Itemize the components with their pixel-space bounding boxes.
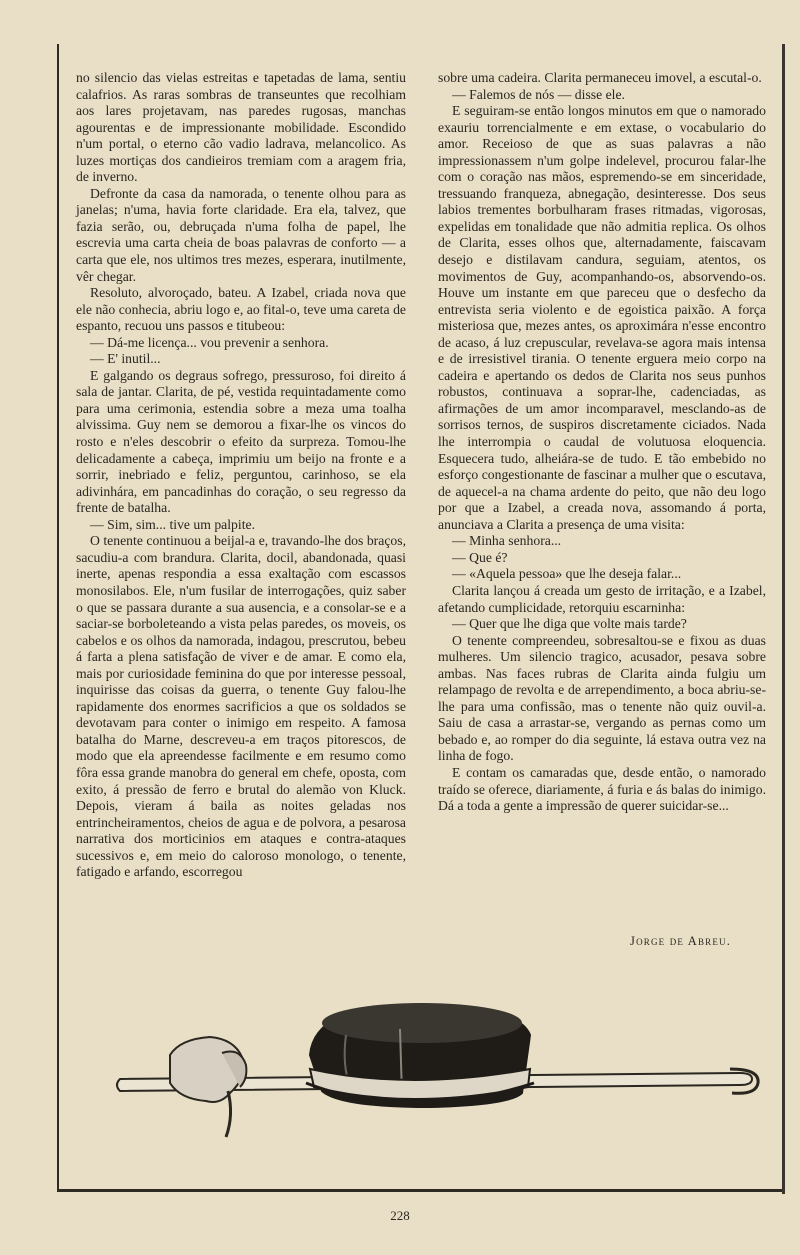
paragraph: O tenente compreendeu, sobresaltou-se e fixou as duas mulheres. Um silencio tragico, acusador, pesava sobre ambas. Nas faces rubras de Clarita ainda fulgiu um relampago de revolta e de arrependimento, a boca abriu-se-lhe para uma confissão, mas o tenente não quiz ouvil-a. Saiu de casa a arrastar-se, vergando as pernas como um bebado e, ao romper do dia seguinte, lá estava outra vez na linha de fogo. xyxy=(438,632,766,764)
author-signature: Jorge de Abreu. xyxy=(630,934,732,948)
right-column xyxy=(438,70,766,815)
paragraph: — Sim, sim... tive um palpite. xyxy=(90,516,256,532)
paragraph: E seguiram-se então longos minutos em que o namorado exauriu torrencialmente e em extase, o vocabulario do amor. Receioso de que as suas palavras a não impressionassem n'um golpe indelevel, procurou falar-lhe com o coração nas mãos, espremendo-se em sinceridade, tressuando franqueza, abnegação, desinteresse. Dos seus labios trementes borbulharam frases ritmadas, vigorosas, expelidas em tonalidade que não admitia replica. Os olhos de Clarita, esses olhos que, alternadamente, faiscavam desejo e distilavam candura, seguiam, atentos, os movimentos de Guy, acompanhando-os, absorvendo-os. Houve um instante em que pareceu que o desfecho da entrevista seria violento e de egoistica paixão. A força misteriosa que, mezes antes, os aproximára n'esse encontro de acaso, á luz crepuscular, revelava-se agora mais intensa e de irresistivel tirania. O tenente erguera meio corpo na cadeira e apertando os dedos de Clarita nos seus punhos robustos, continuava a soprar-lhe, cadenciadas, as afirmações de um amor incomparavel, mesclando-as de sorrisos ternos, de suspiros discretamente ciciados. Nada lhe interrompia o caudal de volutuosa eloquencia. Esquecera tudo, alheiára-se de tudo. E tão embebido no esforço congestionante de fascinar a mulher que o escutava, de aquecel-a na chama ardente do peito, que não deu logo por que a Izabel, a creada nova, assomando á porta, anunciava a Clarita a presença de uma visita: xyxy=(438,103,766,532)
paragraph: — «Aquela pessoa» que lhe deseja falar... xyxy=(452,566,682,582)
paragraph: E contam os camaradas que, desde então, o namorado traído se oferece, diariamente, á furia e ás balas do inimigo. Dá a toda a gente a impressão de querer suicidar-se... xyxy=(438,764,766,814)
left-column xyxy=(76,70,406,881)
paragraph: E galgando os degraus sofrego, pressuroso, foi direito á sala de jantar. Clarita, de pé, vestida requintadamente como para uma cerimonia, estendia sobre a meza uma toalha alvissima. Guy nem se demorou a fixar-lhe os vincos do rosto e n'eles descobrir o efeito da surpreza. Tomou-lhe delicadamente a cabeça, imprimiu um beijo na fronte e a sorrir, inebriado e feliz, perguntou, carinhoso, se ela adivinhára, em pancadinhas do coração, o seu regresso da frente de batalha. xyxy=(76,367,406,516)
paragraph: — Quer que lhe diga que volte mais tarde? xyxy=(452,616,687,632)
paragraph: Resoluto, alvoroçado, bateu. A Izabel, criada nova que ele não conhecia, abriu logo e, ao fital-o, teve uma careta de espanto, recuou uns passos e titubeou: xyxy=(76,285,406,334)
paragraph: — E' inutil... xyxy=(90,351,161,367)
paragraph: — Minha senhora... xyxy=(452,533,562,549)
paragraph: Clarita lançou á creada um gesto de irritação, e a Izabel, afetando cumplicidade, retorquiu escarninha: xyxy=(438,582,766,615)
paragraph: sobre uma cadeira. Clarita permaneceu imovel, a escutal-o. xyxy=(438,70,762,85)
sword-and-kepi-illustration xyxy=(110,995,760,1145)
paragraph: O tenente continuou a beijal-a e, travando-lhe dos braços, sacudiu-a com brandura. Clarita, docil, abandonada, quasi inerte, apenas respondia a essa exaltação com escassos monosilabos. Ele, n'um fusilar de interrogações, quiz saber o que se passara durante a sua ausencia, e a consolar-se e a saciar-se borboleteando a vista pelas paredes, os moveis, os cabelos e os olhos da namorada, indagou, prescrutou, bebeu á farta a plena satisfação de viver e de amar. E como ela, mais por curiosidade feminina do que por interesse pessoal, inquirisse das coisas da guerra, o tenente Guy falou-lhe rapidamente dos enormes sacrificios a que os soldados se devotavam para conter o inimigo em respeito. A famosa batalha do Marne, descreveu-a em traços pitorescos, de modo que ela apreendesse facilmente e em resumo como fôra essa grande manobra do general em chefe, oposta, com exito, á pressão de ferro e brutal do alemão von Kluck. Depois, vieram á baila as noites geladas nos entrincheiramentos, cheios de agua e de polvora, a pesarosa narrativa dos morticinios em ataques e contra-ataques sucessivos e, em meio do caloroso monologo, o tenente, fatigado e arfando, escorregou xyxy=(76,533,406,880)
page-number: 228 xyxy=(390,1208,410,1223)
paragraph: — Falemos de nós — disse ele. xyxy=(452,86,625,102)
paragraph: Defronte da casa da namorada, o tenente olhou para as janelas; n'uma, havia forte claridade. Era ela, talvez, que fazia serão, ou, debruçada n'uma folha de papel, lhe escrevia uma carta cheia de boas palavras de conforto — a carta que ele, nos ultimos tres mezes, esperara, inutilmente, vêr chegar. xyxy=(76,185,406,284)
page-frame-right-rule xyxy=(782,44,785,1194)
paragraph: — Dá-me licença... vou prevenir a senhora. xyxy=(90,334,329,350)
paragraph: no silencio das vielas estreitas e tapetadas de lama, sentiu calafrios. As raras sombras de transeuntes que recolhiam aos lares projetavam, nas paredes rugosas, manchas agourentas e de impressionante mobilidade. Escondido n'um portal, o eterno cão vadio ladrava, melancolico. As luzes mortiças dos candieiros tremiam com a aragem fria, de inverno. xyxy=(76,70,406,185)
paragraph: — Que é? xyxy=(452,549,508,565)
